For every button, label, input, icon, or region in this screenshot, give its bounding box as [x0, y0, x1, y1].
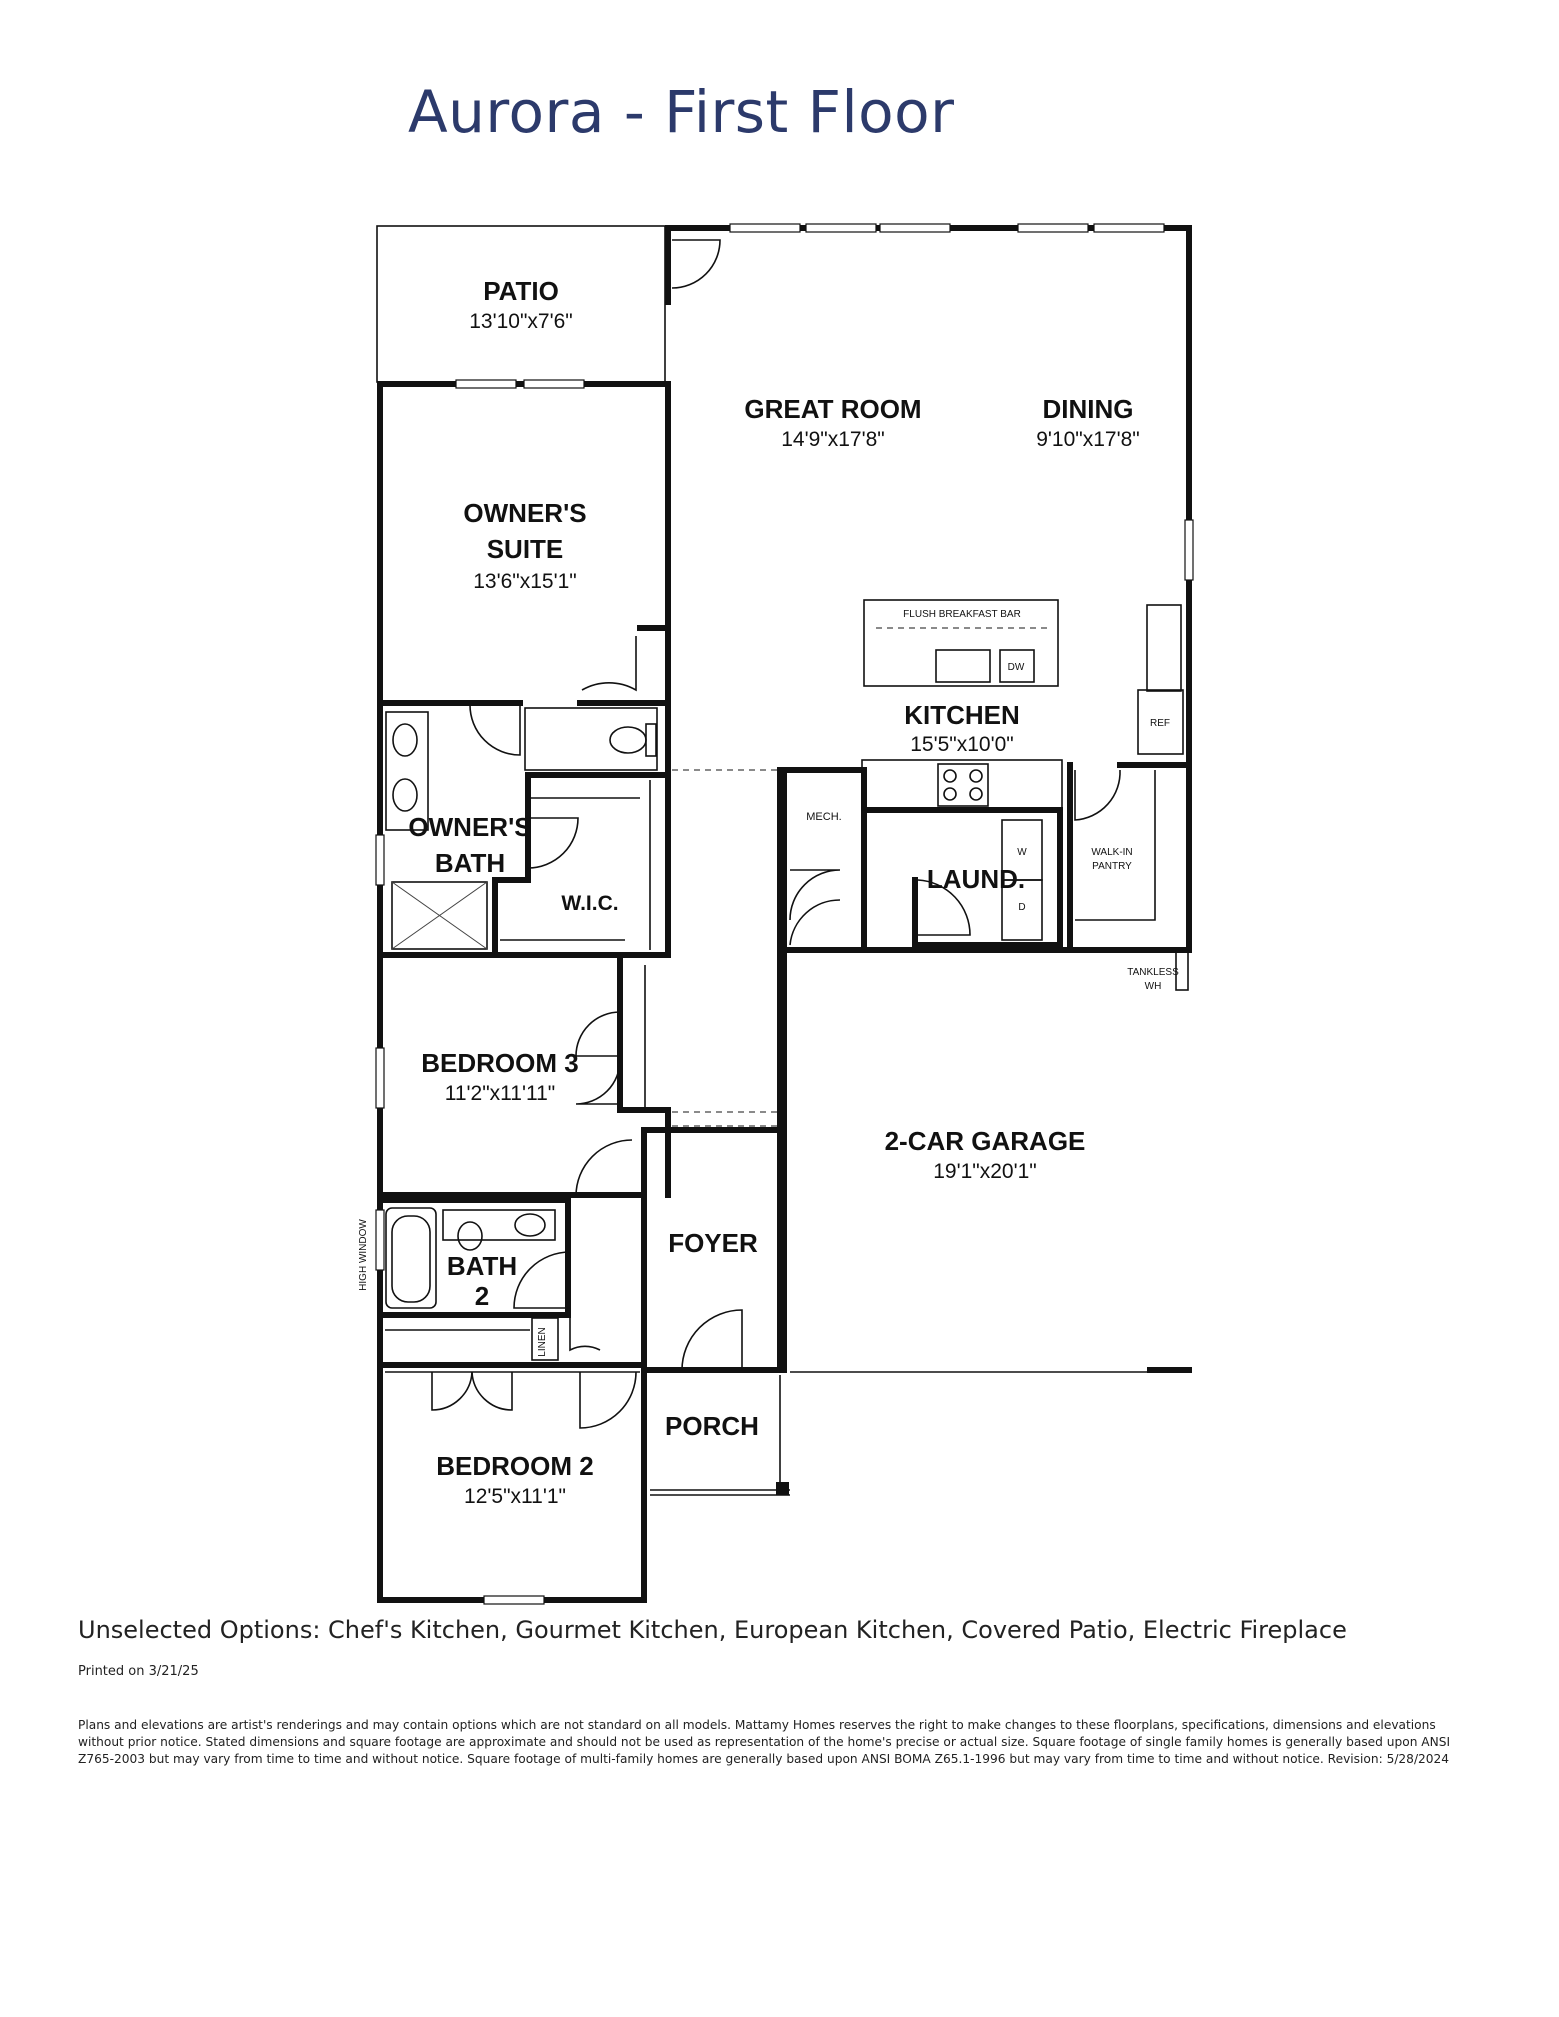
wic-label: W.I.C.	[561, 892, 619, 915]
toilet-icon	[610, 727, 646, 753]
pantry-label-2: PANTRY	[1092, 861, 1132, 872]
unselected-options: Unselected Options: Chef's Kitchen, Gourmet Kitchen, European Kitchen, Covered Patio, Electric Fireplace	[78, 1616, 1347, 1644]
door-swing	[790, 870, 840, 920]
door-swing	[582, 636, 636, 690]
door-swing	[672, 240, 720, 288]
toilet-icon	[458, 1222, 482, 1250]
garage-label: 2-CAR GARAGE	[884, 1126, 1086, 1156]
window	[1018, 224, 1088, 232]
bath2-label-1: BATH	[446, 1251, 518, 1281]
cooktop	[938, 764, 988, 806]
window	[880, 224, 950, 232]
window	[484, 1596, 544, 1604]
page-title: Aurora - First Floor	[408, 78, 955, 146]
tankless-label-1: TANKLESS	[1127, 967, 1179, 978]
owners-suite-label-2: SUITE	[486, 534, 564, 564]
window	[806, 224, 876, 232]
tankless-label-2: WH	[1144, 981, 1162, 992]
door-swing	[470, 705, 520, 755]
laundry-label: LAUND.	[926, 864, 1026, 894]
porch-label: PORCH	[665, 1411, 759, 1441]
high-window-label: HIGH WINDOW	[358, 1219, 369, 1291]
owners-suite-dim: 13'6"x15'1"	[473, 570, 577, 593]
door-swing	[576, 1012, 620, 1056]
window	[524, 380, 584, 388]
mech-wall	[784, 770, 864, 945]
dryer-label: D	[1018, 902, 1026, 913]
great-room-dim: 14'9"x17'8"	[781, 428, 885, 451]
bedroom3-label: BEDROOM 3	[421, 1048, 579, 1078]
door-swing	[472, 1372, 512, 1410]
wic-wall	[495, 775, 668, 955]
breakfast-bar-label: FLUSH BREAKFAST BAR	[903, 609, 1021, 620]
bath2-vanity	[443, 1210, 555, 1240]
patio-dim: 13'10"x7'6"	[469, 310, 573, 333]
window	[1185, 520, 1193, 580]
kitchen-dim: 15'5"x10'0"	[910, 733, 1014, 756]
owners-suite-label-1: OWNER'S	[463, 498, 587, 528]
door-swing	[432, 1372, 472, 1410]
patio-label: PATIO	[483, 276, 559, 306]
sink-icon	[393, 779, 417, 811]
printed-date: Printed on 3/21/25	[78, 1664, 199, 1679]
window	[730, 224, 800, 232]
garage-dim: 19'1"x20'1"	[933, 1160, 1037, 1183]
door-swing	[576, 1140, 632, 1196]
window	[376, 835, 384, 885]
washer-label: W	[1017, 847, 1027, 858]
foyer-label: FOYER	[668, 1228, 758, 1258]
owners-bath-label-2: BATH	[434, 848, 506, 878]
door-swing	[1075, 770, 1120, 820]
great-room-label: GREAT ROOM	[744, 394, 922, 424]
dishwasher-label: DW	[1007, 662, 1025, 673]
door-swing	[528, 818, 578, 868]
owners-bath-label-1: OWNER'S	[408, 812, 532, 842]
door-swing	[790, 900, 840, 945]
refrigerator-label: REF	[1150, 718, 1170, 729]
window	[1094, 224, 1164, 232]
toilet-room	[525, 708, 657, 770]
exterior-wall-east	[668, 228, 1189, 950]
linen-label: LINEN	[537, 1327, 548, 1357]
porch-column	[776, 1482, 789, 1495]
kitchen-counter	[862, 760, 1062, 810]
kitchen-sink	[936, 650, 990, 682]
sink-icon	[515, 1214, 545, 1236]
window	[456, 380, 516, 388]
bedroom3-dim: 11'2"x11'11"	[444, 1082, 556, 1105]
bath2-label-2: 2	[474, 1281, 490, 1311]
door-swing	[570, 1318, 600, 1350]
pantry-label-1: WALK-IN	[1091, 847, 1133, 858]
counter	[1147, 605, 1181, 691]
bedroom2-dim: 12'5"x11'1"	[464, 1485, 566, 1508]
door-swing	[576, 1060, 620, 1104]
window	[376, 1048, 384, 1108]
mech-label: MECH.	[806, 811, 842, 823]
bedroom2-label: BEDROOM 2	[436, 1451, 594, 1481]
door-swing	[514, 1252, 570, 1308]
high-window	[376, 1210, 384, 1270]
door-swing	[580, 1372, 636, 1428]
legal-disclaimer: Plans and elevations are artist's renderings and may contain options which are not standard on all models. Mattamy Homes reserves the right to make changes to these floorplans, specifications, dimensions and elevations without prior notice. Stated dimensions and square footage are approximate and should not be used as representation of the home's precise or actual size. Square footage of single family homes is generally based upon ANSI Z765-2003 but may vary from time to time and without notice. Square footage of multi-family homes are generally based upon ANSI BOMA Z65.1-1996 but may vary from time to time and without notice. Revision: 5/28/2024	[78, 1718, 1451, 1766]
door-swing	[682, 1310, 742, 1370]
dining-dim: 9'10"x17'8"	[1036, 428, 1140, 451]
dining-label: DINING	[1042, 394, 1134, 424]
sink-icon	[393, 724, 417, 756]
kitchen-label: KITCHEN	[904, 700, 1020, 730]
